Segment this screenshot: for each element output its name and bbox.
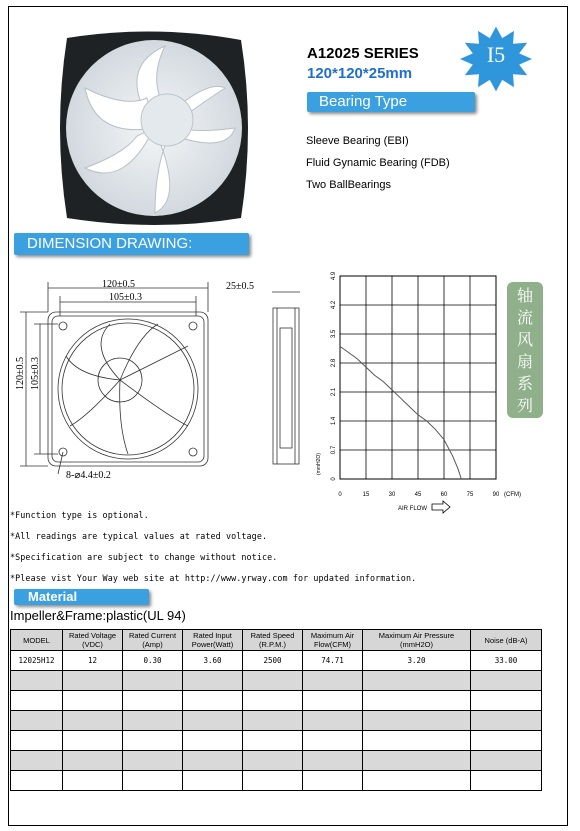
table-header: Maximum Air Flow(CFM) xyxy=(303,630,363,651)
chart-y-tick-label: 2.1 xyxy=(331,387,337,397)
chart-y-tick-label: 0 xyxy=(331,477,337,481)
table-cell: 74.71 xyxy=(303,651,363,671)
note-line: *Specification are subject to change without notice. xyxy=(10,552,278,562)
table-header: Rated Current (Amp) xyxy=(123,630,183,651)
table-header: Maximum Air Pressure (mmH2O) xyxy=(363,630,471,651)
series-title: A12025 SERIES xyxy=(307,45,419,62)
table-row xyxy=(11,651,542,671)
note-line: *All readings are typical values at rated voltage. xyxy=(10,531,268,541)
front-view-drawing xyxy=(18,276,218,486)
chart-x-tick-label: 0 xyxy=(338,492,342,498)
table-cell: 12 xyxy=(63,651,123,671)
chart-y-tick-label: 4.2 xyxy=(331,300,337,310)
chart-series-line xyxy=(340,346,461,479)
bearing-type-heading: Bearing Type xyxy=(307,92,475,112)
chart-x-tick-label: 30 xyxy=(388,492,396,498)
chart-x-tick-label: 90 xyxy=(492,492,500,498)
cn-char: 轴 xyxy=(516,288,533,305)
width-inner-dim: 105±0.3 xyxy=(109,292,142,303)
chart-x-tick-label: 45 xyxy=(414,492,422,498)
hole-dim: 8-⌀4.4±0.2 xyxy=(66,470,111,481)
table-row-empty xyxy=(11,671,542,691)
bearing-item: Fluid Gynamic Bearing (FDB) xyxy=(306,157,450,169)
dimension-drawing-heading: DIMENSION DRAWING: xyxy=(14,233,249,255)
spec-table xyxy=(10,629,542,791)
cn-char: 风 xyxy=(516,332,533,349)
size-label: 120*120*25mm xyxy=(307,65,413,82)
flow-arrow-icon xyxy=(432,501,450,513)
table-cell: 12025H12 xyxy=(11,651,63,671)
table-header: Rated Voltage (VDC) xyxy=(63,630,123,651)
table-cell: 33.00 xyxy=(471,651,542,671)
height-inner-dim: 105±0.3 xyxy=(30,357,41,390)
note-line: *Function type is optional. xyxy=(10,510,149,520)
table-cell: 2500 xyxy=(243,651,303,671)
table-cell: 0.30 xyxy=(123,651,183,671)
bearing-list xyxy=(306,130,450,196)
chart-y-axis-label: (mmH2O) xyxy=(316,453,322,475)
table-row-empty xyxy=(11,751,542,771)
material-text: Impeller&Frame:plastic(UL 94) xyxy=(10,608,186,623)
chart-x-axis-label: AIR FLOW xyxy=(398,506,428,512)
table-header: Noise (dB-A) xyxy=(471,630,542,651)
chart-y-tick-label: 3.5 xyxy=(331,329,337,339)
material-heading: Material xyxy=(14,589,149,605)
chart-y-tick-label: 2.8 xyxy=(331,358,337,368)
cn-char: 列 xyxy=(516,398,533,415)
series-badge: I5 xyxy=(486,42,506,67)
depth-dim: 25±0.5 xyxy=(226,281,254,292)
note-line: *Please vist Your Way web site at http://www.yrway.com for updated information. xyxy=(10,573,417,583)
bearing-item: Two BallBearings xyxy=(306,179,391,191)
table-header: Rated Speed (R.P.M.) xyxy=(243,630,303,651)
chart-x-tick-label: 75 xyxy=(466,492,474,498)
table-cell: 3.60 xyxy=(183,651,243,671)
fan-photo xyxy=(55,28,255,228)
chart-x-tick-label: 15 xyxy=(362,492,370,498)
table-row-empty xyxy=(11,771,542,791)
chinese-series-label xyxy=(507,282,543,418)
airflow-pressure-chart xyxy=(300,268,521,513)
chart-y-tick-label: 1.4 xyxy=(331,416,337,426)
table-header-row xyxy=(11,630,542,651)
cn-char: 系 xyxy=(516,376,533,393)
chart-y-tick-label: 0.7 xyxy=(331,445,337,455)
cn-char: 流 xyxy=(516,310,533,327)
chart-x-tick-label: 60 xyxy=(440,492,448,498)
chart-y-tick-label: 4.9 xyxy=(331,271,337,281)
chart-x-unit: (CFM) xyxy=(504,492,521,498)
cn-char: 扇 xyxy=(516,354,533,371)
table-header: MODEL xyxy=(11,630,63,651)
width-outer-dim: 120±0.5 xyxy=(102,279,135,290)
bearing-item: Sleeve Bearing (EBI) xyxy=(306,135,409,147)
table-cell: 3.20 xyxy=(363,651,471,671)
table-row-empty xyxy=(11,691,542,711)
table-header: Rated Input Power(Watt) xyxy=(183,630,243,651)
height-outer-dim: 120±0.5 xyxy=(15,357,26,390)
table-row-empty xyxy=(11,711,542,731)
table-row-empty xyxy=(11,731,542,751)
